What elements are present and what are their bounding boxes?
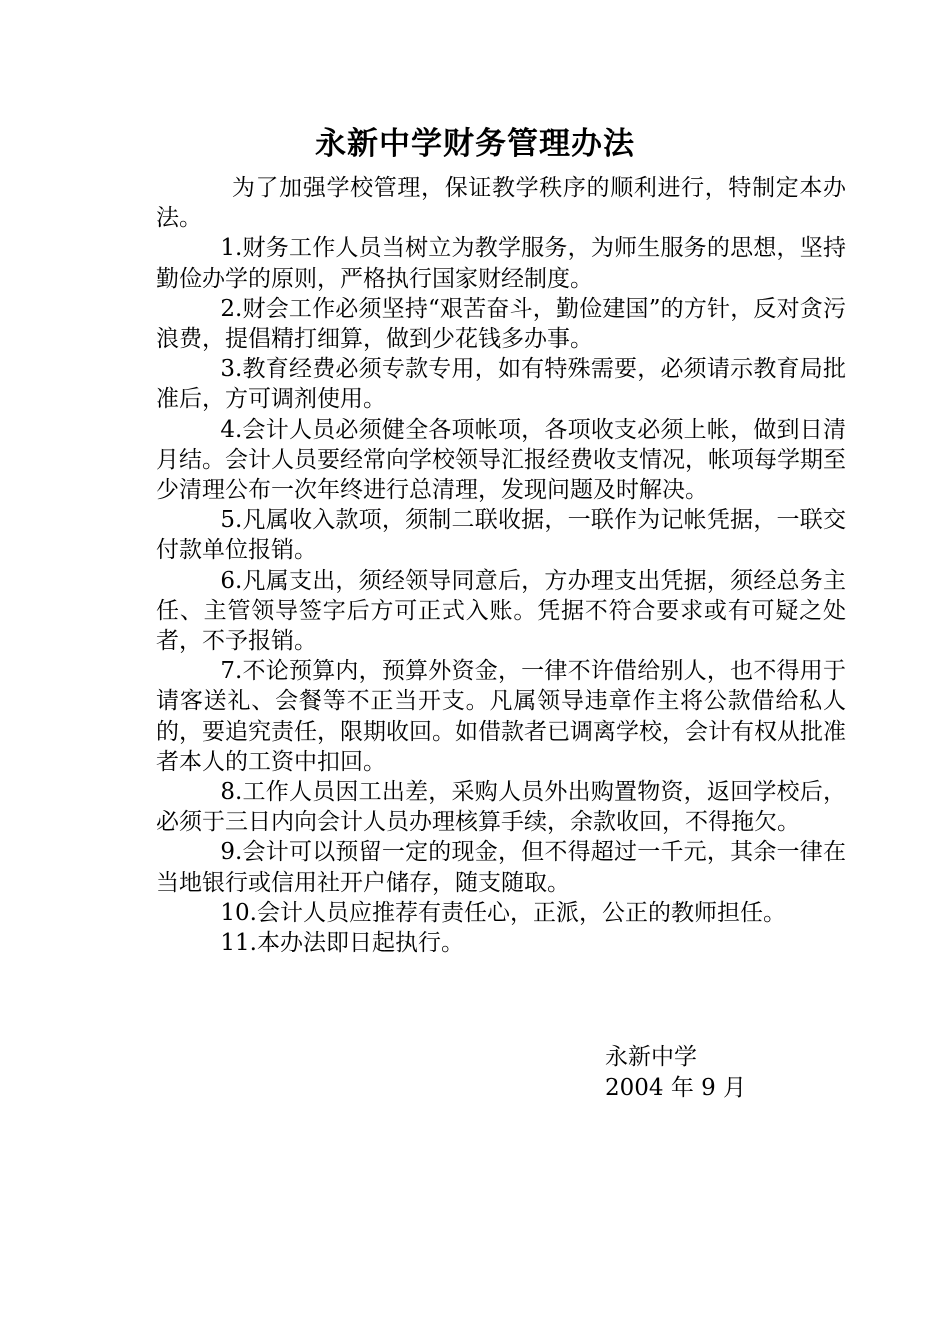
signature-organization: 永新中学 (605, 1044, 697, 1070)
intro-paragraph: 为了加强学校管理，保证教学秩序的顺利进行，特制定本办法。 (156, 175, 846, 232)
rule-paragraph-7: 7.不论预算内，预算外资金，一律不许借给别人，也不得用于请客送礼、会餐等不正当开支。凡属领导违章作主将公款借给私人的，要追究责任，限期收回。如借款者已调离学校，会计有权从批准者本人的工资中扣回。 (156, 658, 846, 775)
rule-paragraph-4: 4.会计人员必须健全各项帐项，各项收支必须上帐，做到日清月结。会计人员要经常向学校领导汇报经费收支情况，帐项每学期至少清理公布一次年终进行总清理，发现问题及时解决。 (156, 416, 846, 504)
rule-paragraph-3: 3.教育经费必须专款专用，如有特殊需要，必须请示教育局批准后，方可调剂使用。 (156, 356, 846, 413)
rule-paragraph-6: 6.凡属支出，须经领导同意后，方办理支出凭据，须经总务主任、主管领导签字后方可正式入账。凭据不符合要求或有可疑之处者，不予报销。 (156, 567, 846, 655)
rule-paragraph-2: 2.财会工作必须坚持“艰苦奋斗，勤俭建国”的方针，反对贪污浪费，提倡精打细算，做到少花钱多办事。 (156, 295, 846, 353)
signature-block (605, 1042, 746, 1103)
rule-paragraph-1: 1.财务工作人员当树立为教学服务，为师生服务的思想，坚持勤俭办学的原则，严格执行国家财经制度。 (156, 235, 846, 292)
rule-paragraph-5: 5.凡属收入款项，须制二联收据，一联作为记帐凭据，一联交付款单位报销。 (156, 507, 846, 564)
rule-paragraph-9: 9.会计可以预留一定的现金，但不得超过一千元，其余一律在当地银行或信用社开户储存，随支随取。 (156, 839, 846, 896)
signature-date: 2004 年 9 月 (605, 1074, 747, 1101)
rule-paragraph-10: 10.会计人员应推荐有责任心，正派，公正的教师担任。 (220, 899, 786, 926)
document-body (156, 173, 846, 958)
document-title: 永新中学财务管理办法 (315, 126, 635, 162)
rule-paragraph-11: 11.本办法即日起执行。 (220, 930, 464, 957)
rule-paragraph-8: 8.工作人员因工出差，采购人员外出购置物资，返回学校后，必须于三日内向会计人员办理核算手续，余款收回，不得拖欠。 (156, 779, 846, 836)
